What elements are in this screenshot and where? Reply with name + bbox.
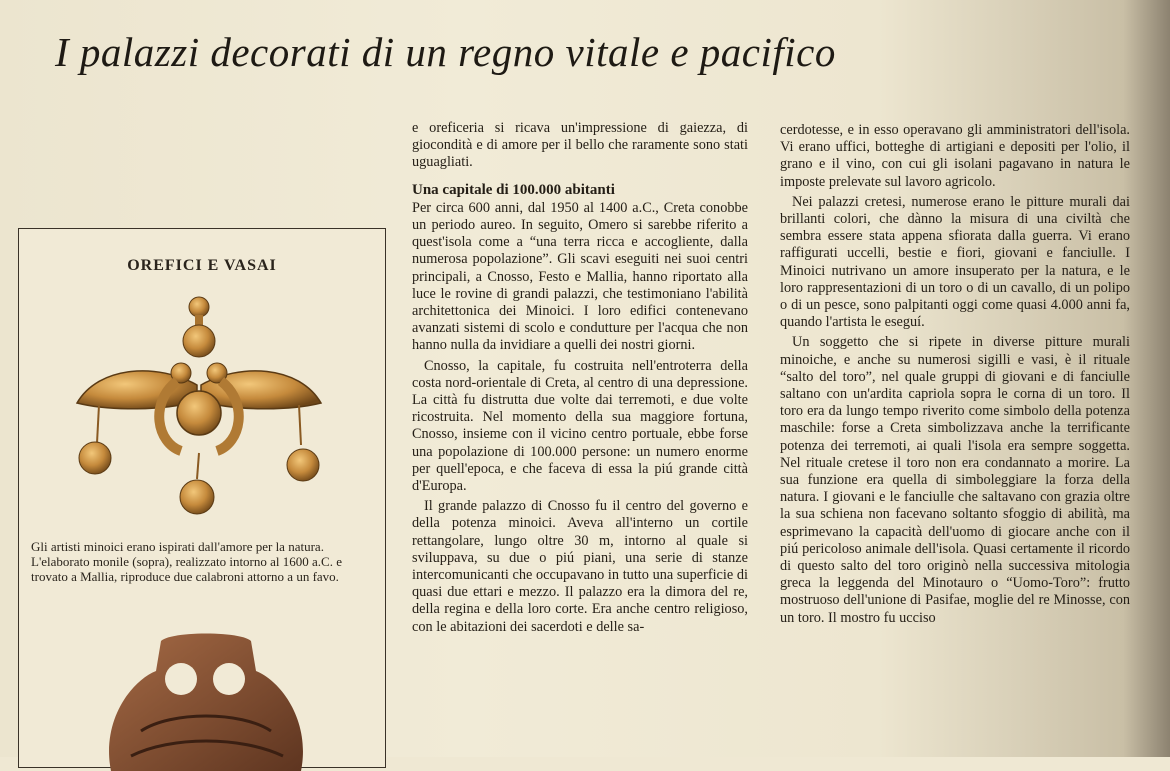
paragraph: Cnosso, la capitale, fu costruita nell'entroterra della costa nord-orientale di Creta, al centro di una depressione. La città fu distrutta due volte dai terremoti, e due volte ricostruita. Nel momento della sua maggiore fortuna, Cnosso, insieme con il vicino centro portuale, ebbe forse una popolazione di 100.000 persone: un numero enorme per quell'epoca, e che faceva di essa la piú grande città d'Europa. bbox=[412, 357, 748, 495]
paragraph: Un soggetto che si ripete in diverse pitture murali minoiche, e anche su numerosi sigilli e vasi, è il rituale “salto del toro”, nel quale gruppi di giovani e di fanciulle saltano con un'ardita capriola sopra le corna di un toro. Il toro era da lungo tempo riverito come simbolo della potenza maschile: forse a Creta simbolizzava anche la terrificante potenza dei terremoti, ai quali l'isola era sempre soggetta. Nel rituale cretese il toro non era condannato a morire. La sua funzione era quella di simboleggiare la forza della natura. I giovani e le fanciulle che saltavano con grazia oltre la sua schiena non facevano soltanto sfoggio di abilità, ma esprimevano la capacità dell'uomo di giocare anche con il piú pericoloso animale dell'isola. Quasi certamente il ricordo di questo salto del toro originò nella successiva mitologia greca la leggenda del Minotauro o “Uomo-Toro”: frutto mostruoso dell'unione di Pasifae, moglie del re Minosse, con un toro. Il mostro fu ucciso bbox=[780, 334, 1130, 626]
paragraph: Il grande palazzo di Cnosso fu il centro del governo e della potenza minoici. Aveva all'interno un cortile rettangolare, lungo oltre 30 m, intorno al quale si sviluppava, su due o piú piani, una serie di stanze intercomunicanti che occupavano in tutto una superficie di quasi due ettari e mezzo. Il palazzo era la dimora del re, della regina e della loro corte. Era anche centro religioso, con le abitazioni dei sacerdoti e delle sa- bbox=[412, 498, 748, 635]
paragraph: Nei palazzi cretesi, numerose erano le pitture murali dai brillanti colori, che dànno la misura di una civiltà che sembra essere stata appena sfiorata dalla guerra. Vi erano raffigurati uccelli, bestie e fiori, giovani e fanciulle. I Minoici nutrivano un amore insuperato per la natura, e le loro rappresentazioni di un toro o di un cavallo, di un polipo o di un pesce, sono palpitanti oggi come quasi 4.000 anni fa, quando l'artista le eseguí. bbox=[780, 193, 1130, 331]
section-subheading: Una capitale di 100.000 abitanti bbox=[412, 181, 615, 198]
sidebar-caption: Gli artisti minoici erano ispirati dall'amore per la natura. L'elaborato monile (sopra), realizzato intorno al 1600 a.C. e trovato a Mallia, riproduce due calabroni attorno a un favo. bbox=[31, 539, 342, 584]
sidebar-box bbox=[18, 228, 386, 768]
text-column-1 bbox=[412, 120, 748, 639]
gold-bee-pendant-image bbox=[69, 293, 329, 523]
minoan-vase-image bbox=[71, 631, 341, 771]
column1-intro: e oreficeria si ricava un'impressione di gaiezza, di giocondità e di amore per il bello che raramente sono stati uguagliati. bbox=[412, 120, 748, 171]
column2-intro: cerdotesse, e in esso operavano gli amministratori dell'isola. Vi erano uffici, botteghe di artigiani e depositi per l'olio, il grano e il vino, con cui gli isolani pagavano in natura le imposte prelevate sul lavoro agricolo. bbox=[780, 122, 1130, 190]
sidebar-heading: OREFICI E VASAI bbox=[127, 257, 277, 274]
page-title: I palazzi decorati di un regno vitale e pacifico bbox=[55, 29, 836, 75]
text-column-2 bbox=[780, 122, 1130, 630]
paragraph: Per circa 600 anni, dal 1950 al 1400 a.C., Creta conobbe un periodo aureo. In seguito, Omero si sarebbe riferito a quest'isola come a “una terra ricca e accogliente, dalla numerosa popolazione”. Gli scavi eseguiti nei suoi centri principali, a Cnosso, Festo e Mallia, hanno riportato alla luce le rovine di grandi palazzi, che testimoniano l'abilità architettonica dei Minoici. I loro edifici contenevano avanzati sistemi di scolo e condutture per l'acqua che non hanno nulla da invidiare a quelli dei nostri giorni. bbox=[412, 199, 748, 354]
